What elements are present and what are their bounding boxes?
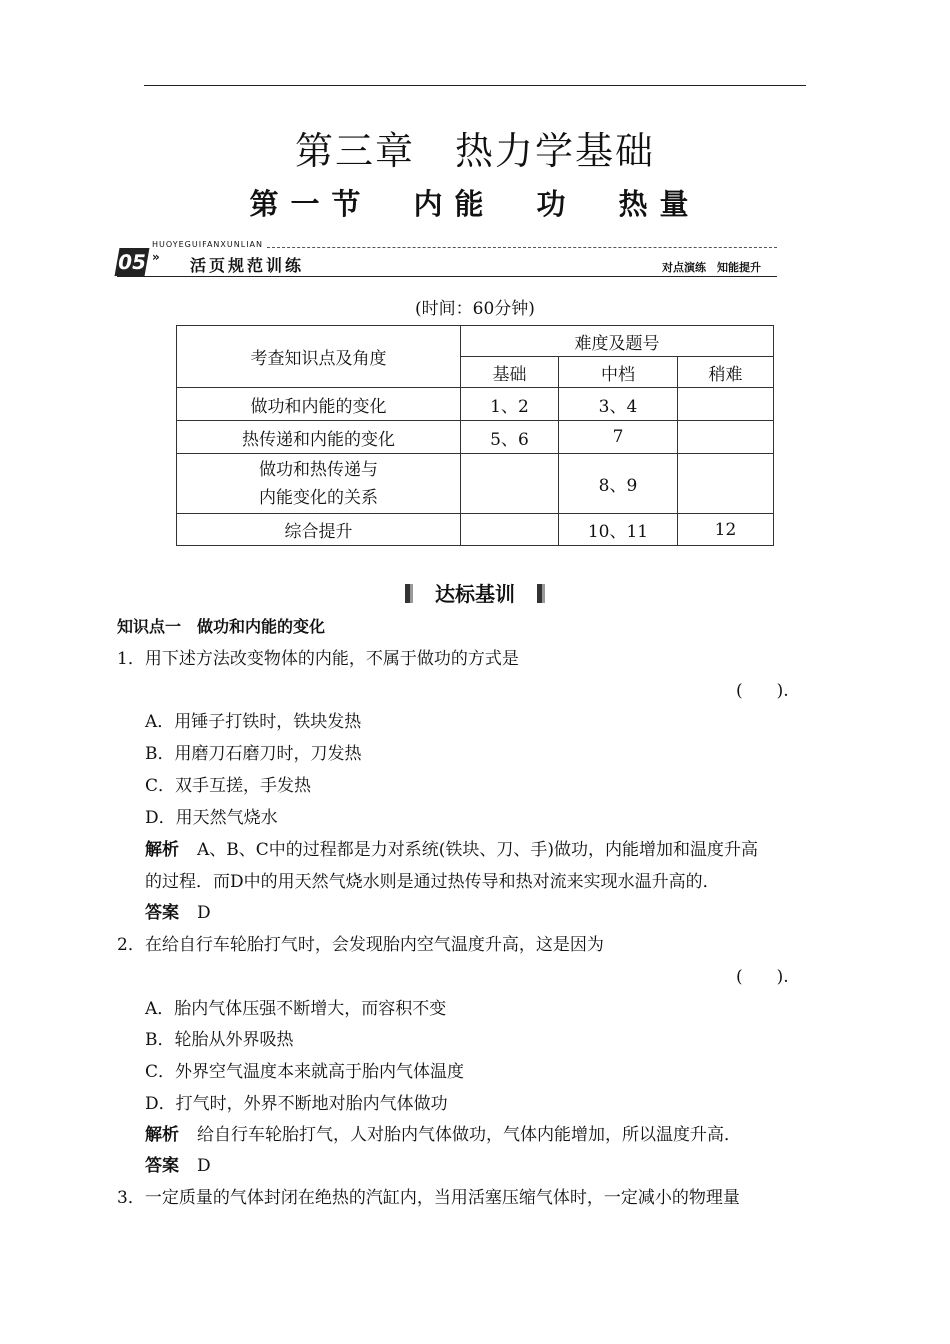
table-row [177,421,774,454]
section-heading [0,578,950,607]
banner-dashed-line [267,247,777,248]
cell-hard: 12 [678,514,774,546]
question-2-option-b: B．轮胎从外界吸热 [145,1030,294,1050]
analysis-text: A、B、C中的过程都是力对系统(铁块、刀、手)做功，内能增加和温度升高 [197,840,759,860]
banner-pinyin: HUOYEGUIFANXUNLIAN [152,240,264,249]
practice-banner [117,240,777,278]
question-1-option-d: D．用天然气烧水 [145,808,278,828]
cell-mid: 3、4 [559,388,678,421]
cell-topic [177,454,461,514]
analysis-label: 解析 [145,840,179,860]
question-2-bracket: ( ). [736,967,789,987]
time-note: (时间：60分钟) [415,299,535,319]
question-1-bracket: ( ). [736,681,789,701]
question-1-option-b: B．用磨刀石磨刀时，刀发热 [145,744,362,764]
question-2-analysis [145,1120,741,1145]
cell-topic: 热传递和内能的变化 [177,421,461,454]
answer-value: D [197,1156,211,1176]
question-2-option-c: C．外界空气温度本来就高于胎内气体温度 [145,1062,465,1082]
cell-basic: 1、2 [461,388,559,421]
heading-bar-left [405,584,413,603]
answer-value: D [197,903,211,923]
chevron-icon: » [152,250,160,264]
header-difficulty: 难度及题号 [461,326,774,357]
question-1-analysis [145,835,758,860]
cell-hard [678,388,774,421]
header-level-basic: 基础 [461,357,559,388]
knowledge-table [176,325,774,546]
cell-basic [461,454,559,514]
top-rule [144,85,806,86]
question-1-answer [145,898,211,923]
header-topic: 考查知识点及角度 [177,326,461,388]
question-2-answer [145,1151,211,1176]
header-level-mid: 中档 [559,357,678,388]
banner-subtitle: 对点演练 知能提升 [662,261,761,274]
analysis-label: 解析 [145,1125,179,1145]
question-3-stem: 3．一定质量的气体封闭在绝热的汽缸内，当用活塞压缩气体时，一定减小的物理量 [117,1188,740,1208]
heading-bar-right [537,584,545,603]
cell-mid: 10、11 [559,514,678,546]
table-row [177,514,774,546]
header-level-hard: 稍难 [678,357,774,388]
question-1-option-a: A．用锤子打铁时，铁块发热 [145,712,362,732]
question-1-stem: 1．用下述方法改变物体的内能，不属于做功的方式是 [117,649,519,669]
question-2-stem: 2．在给自行车轮胎打气时，会发现胎内空气温度升高，这是因为 [117,935,604,955]
cell-topic: 做功和内能的变化 [177,388,461,421]
question-2-option-a: A．胎内气体压强不断增大，而容积不变 [145,999,447,1019]
banner-title: 活页规范训练 [190,256,305,275]
section-heading-text: 达标基训 [435,582,515,606]
answer-label: 答案 [145,903,179,923]
cell-mid: 8、9 [559,454,678,514]
banner-number: 05 [115,250,149,274]
banner-underline [117,276,777,277]
knowledge-point-title: 知识点一 做功和内能的变化 [117,617,326,636]
cell-basic: 5、6 [461,421,559,454]
cell-mid: 7 [559,421,678,454]
table-header-row [177,326,774,357]
cell-topic-line2: 内能变化的关系 [259,487,378,508]
cell-hard [678,421,774,454]
cell-basic [461,514,559,546]
cell-topic: 综合提升 [177,514,461,546]
question-1-option-c: C．双手互搓，手发热 [145,776,312,796]
table-row [177,454,774,514]
chapter-title: 第三章 热力学基础 [294,129,655,173]
answer-label: 答案 [145,1156,179,1176]
analysis-text: 给自行车轮胎打气，人对胎内气体做功，气体内能增加，所以温度升高． [197,1125,741,1145]
cell-hard [678,454,774,514]
question-1-analysis-cont: 的过程．而D中的用天然气烧水则是通过热传导和热对流来实现水温升高的． [145,872,720,892]
cell-topic-line1: 做功和热传递与 [259,459,378,480]
question-2-option-d: D．打气时，外界不断地对胎内气体做功 [145,1094,448,1114]
table-row [177,388,774,421]
section-title: 第一节 内能 功 热量 [249,187,701,221]
